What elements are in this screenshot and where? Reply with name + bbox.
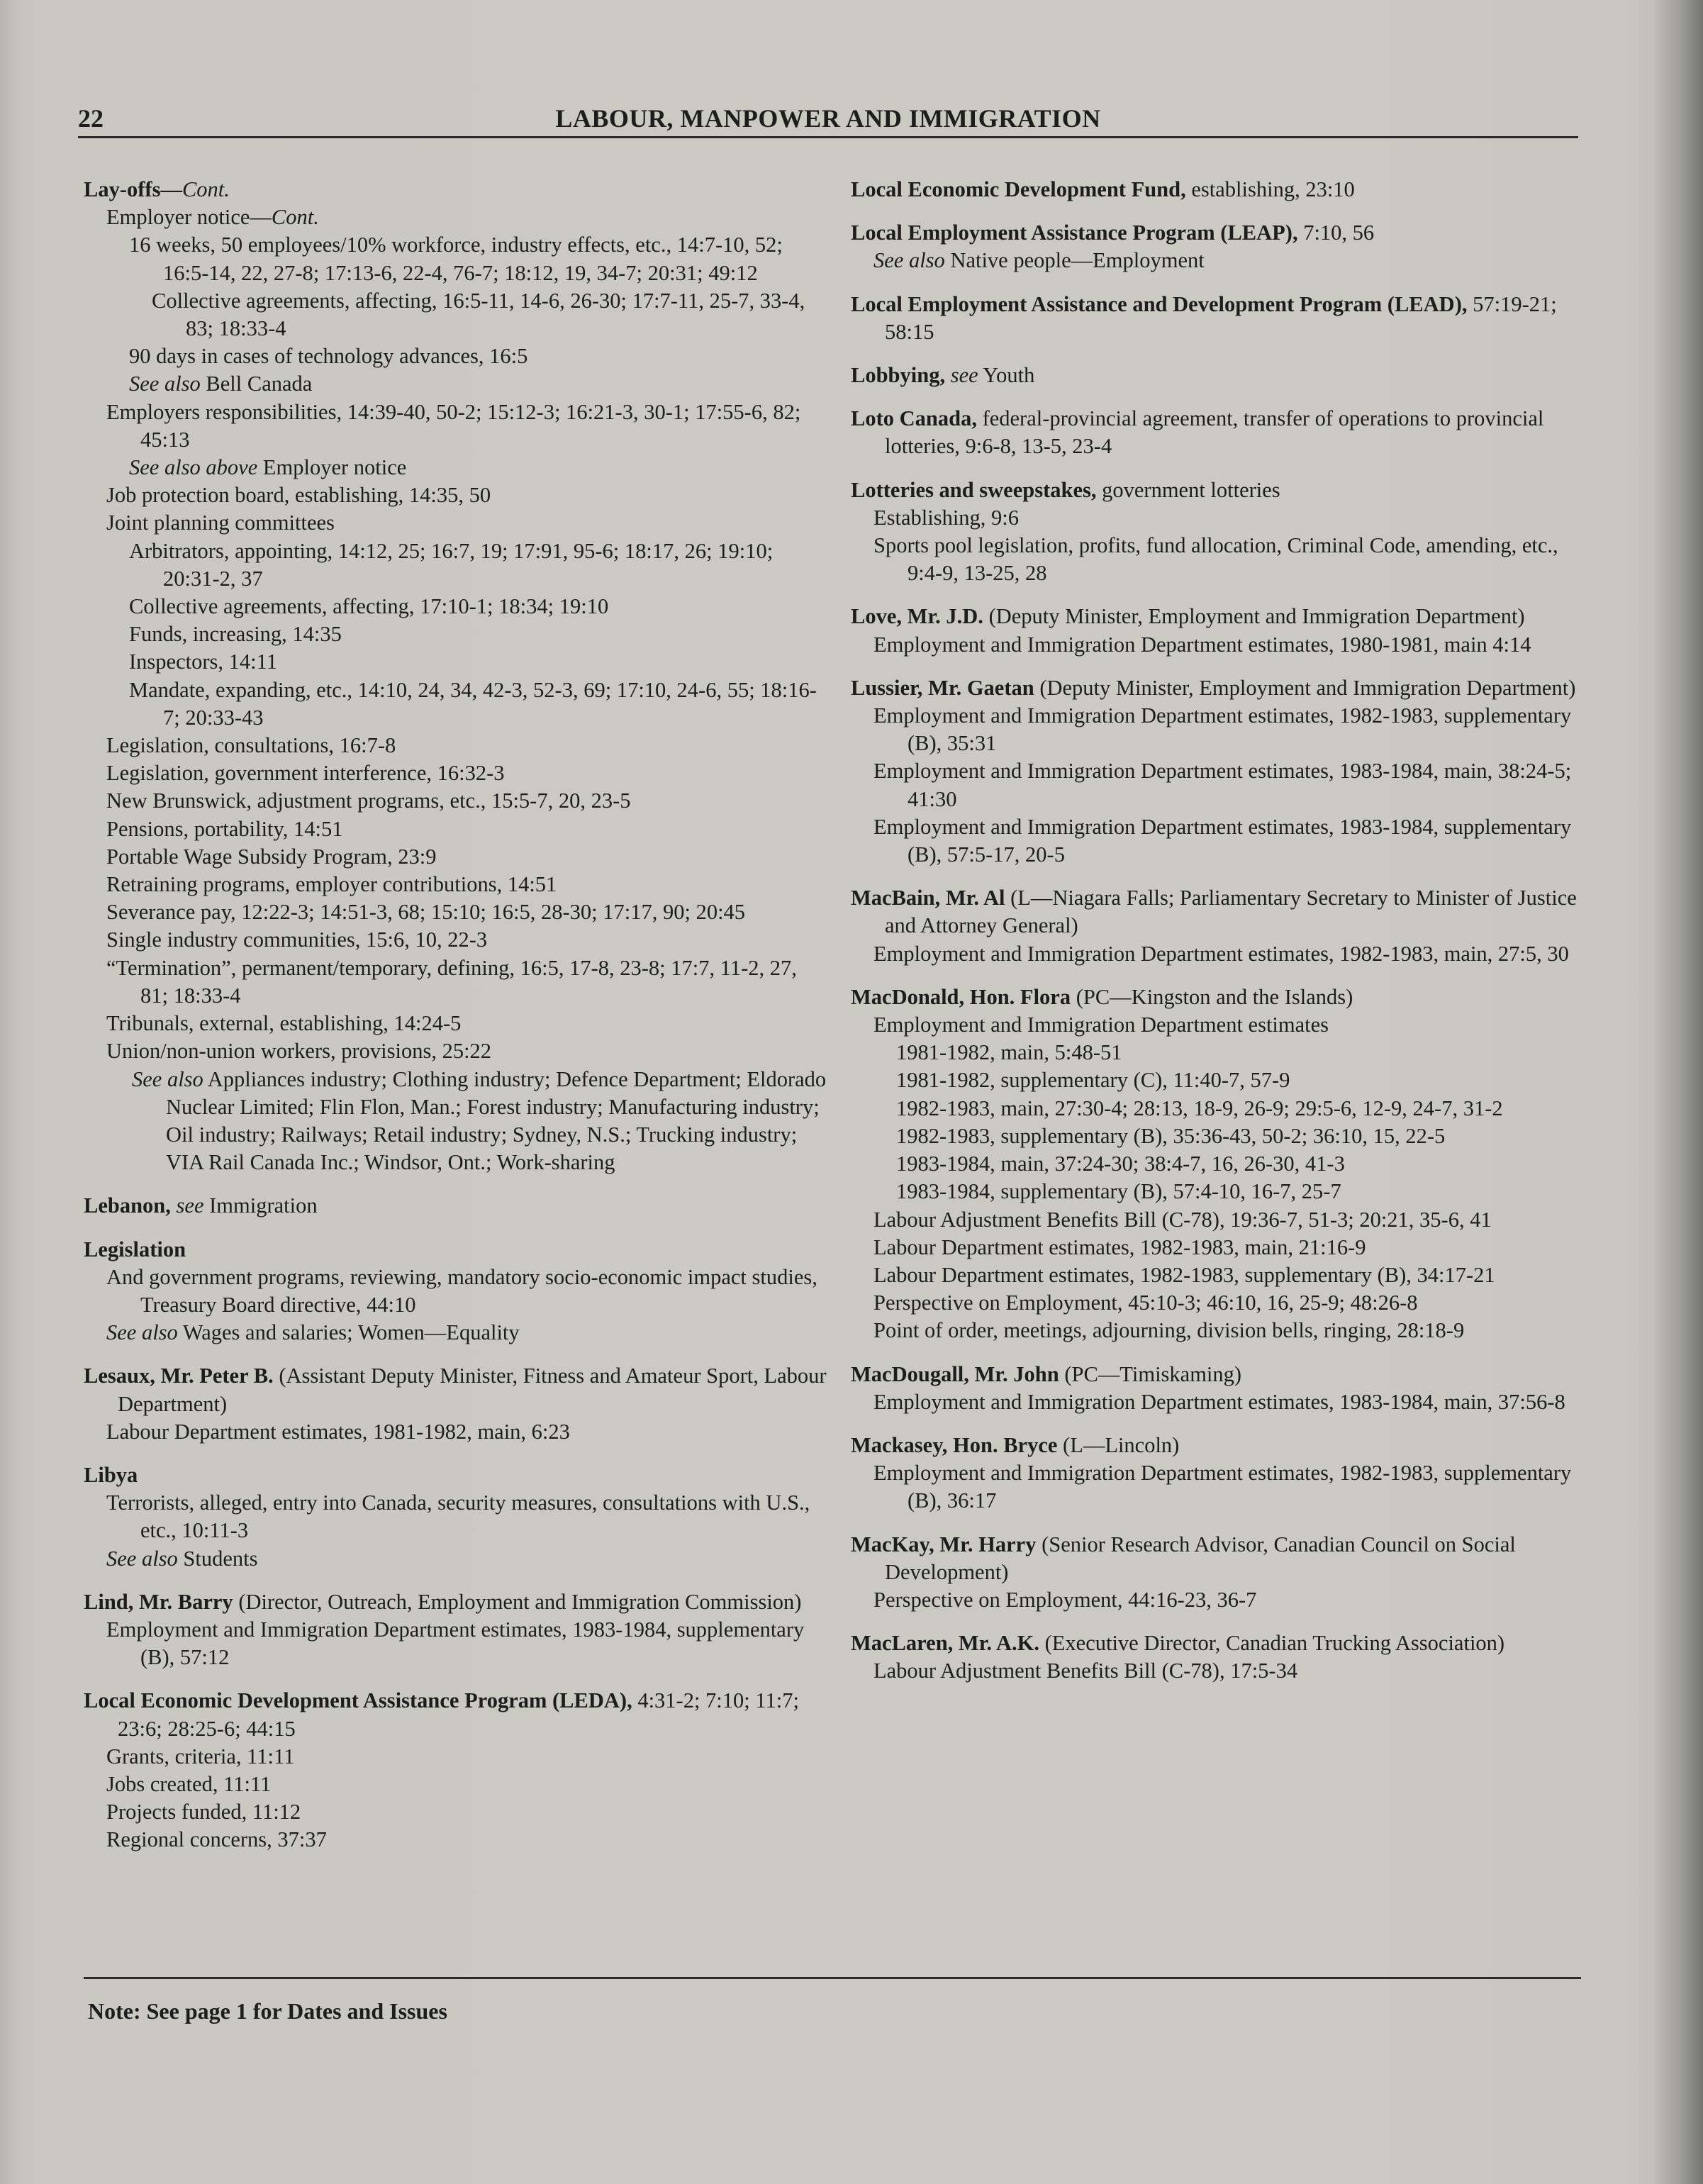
entry-heading: Lind, Mr. Barry — [84, 1589, 233, 1614]
index-entry-lussier — [851, 674, 1592, 869]
subentry: Employment and Immigration Department estimates — [873, 1013, 1329, 1037]
subentry: Inspectors, 14:11 — [129, 650, 277, 674]
subentry: Labour Adjustment Benefits Bill (C-78), 17:5-34 — [873, 1659, 1298, 1683]
running-title: LABOUR, MANPOWER AND IMMIGRATION — [555, 104, 1101, 133]
entry-references: 7:10, 56 — [1303, 221, 1375, 245]
entry-heading: MacBain, Mr. Al — [851, 886, 1005, 910]
subentry: 16 weeks, 50 employees/10% workforce, industry effects, etc., 14:7-10, 52; 16:5-14, 22, 27-8; 17:13-6, 22-4, 76-7; 18:12, 19, 34-7; 20:31; 49:12 — [129, 233, 783, 285]
index-entry-legislation — [84, 1236, 830, 1347]
footer-rule — [84, 1977, 1581, 1979]
entry-description: (Senior Research Advisor, Canadian Council on Social Development) — [885, 1532, 1516, 1584]
entry-description: (PC—Kingston and the Islands) — [1076, 984, 1353, 1009]
index-entry-lead — [851, 291, 1592, 346]
see-also-label: See also — [106, 1320, 178, 1345]
cross-reference: Wages and salaries; Women—Equality — [182, 1320, 520, 1345]
subentry: Grants, criteria, 11:11 — [106, 1744, 295, 1768]
see-also-label: See also — [132, 1066, 203, 1091]
index-entry-layoffs: Lay-offs—Cont. Employer notice—Cont. 16 weeks, 50 employees/10% workforce, industry effects, etc., 14:7-10, 52; 16:5-14, 22, 27-8; 17:13-6, 22-4, 76-7; 18:12, 19, 34-7; 20:31; 49:12 Collective agreements, affecting, 16:5-11, 14-6, 26-30; 17:7-11, 25-7, 33-4, 83; 18:33-4 90 days in cases of technology advances, 16:5 See also Bell Canada Employers responsibilities, 14:39-40, 50-2; 15:12-3; 16:21-3, 30-1; 17:55-6, 82; 45:13 See also above Employer notice Job protection board, establishing, 14:35, 50 Joint planning committees Arbitrators, appointing, 14:12, 25; 16:7, 19; 17:91, 95-6; 18:17, 26; 19:10; 20:31-2, 37 Collective agreements, affecting, 17:10-1; 18:34; 19:10 Funds, increasing, 14:35 Inspectors, 14:11 Mandate, expanding, etc., 14:10, 24, 34, 42-3, 52-3, 69; 17:10, 24-6, 55; 18:16-7; 20:33-43 Legislation, consultations, 16:7-8 Legislation, government interference, 16:32-3 New Brunswick, adjustment programs, etc., 15:5-7, 20, 23-5 Pensions, portability, 14:51 Portable Wage Subsidy Program, 23:9 Retraining programs, employer contributions, 14:51 Severance pay, 12:22-3; 14:51-3, 68; 15:10; 16:5, 28-30; 17:17, 90; 20:45 Single industry communities, 15:6, 10, 22-3 “Termination”, permanent/temporary, defining, 16:5, 17-8, 23-8; 17:7, 11-2, 27, 81; 18:33-4 Tribunals, external, establishing, 14:24-5 Union/non-union workers, provisions, 25:22 See also Appliances industry; Clothing industry; Defence Department; Eldorado Nuclear Limited; Flin Flon, Man.; Forest industry; Manufacturing industry; Oil industry; Railways; Retail industry; Sydney, N.S.; Trucking industry; VIA Rail Canada Inc.; Windsor, Ont.; Work-sharing — [84, 176, 830, 1176]
cross-reference: Students — [183, 1546, 258, 1571]
subentry: Projects funded, 11:12 — [106, 1800, 301, 1824]
subentry: Jobs created, 11:11 — [106, 1771, 272, 1796]
subentry: And government programs, reviewing, mandatory socio-economic impact studies, Treasury Board directive, 44:10 — [106, 1264, 817, 1317]
subentry: Job protection board, establishing, 14:35, 50 — [106, 483, 491, 508]
subentry: 1982-1983, main, 27:30-4; 28:13, 18-9, 26-9; 29:5-6, 12-9, 24-7, 31-2 — [896, 1096, 1503, 1120]
entry-heading: MacDonald, Hon. Flora — [851, 984, 1071, 1009]
entry-heading: MacLaren, Mr. A.K. — [851, 1631, 1039, 1656]
subentry: Employment and Immigration Department estimates, 1983-1984, supplementary (B), 57:5-17, 20-5 — [873, 814, 1572, 867]
index-entry-macdonald — [851, 984, 1592, 1345]
page-number: 22 — [78, 104, 104, 133]
subentry: Employer notice — [106, 205, 250, 230]
see-also-label: See also — [106, 1546, 178, 1571]
subentry: Joint planning committees — [106, 511, 335, 535]
entry-description: (Deputy Minister, Employment and Immigration Department) — [1039, 675, 1576, 700]
cross-reference: Employer notice — [262, 455, 407, 480]
entry-heading: Legislation — [84, 1237, 186, 1261]
entry-heading: Lobbying, — [851, 363, 946, 388]
subentry: Legislation, consultations, 16:7-8 — [106, 733, 396, 758]
subentry: Establishing, 9:6 — [873, 505, 1020, 530]
subentry: Employers responsibilities, 14:39-40, 50-2; 15:12-3; 16:21-3, 30-1; 17:55-6, 82; 45:13 — [106, 399, 801, 452]
entry-heading: Local Economic Development Fund, — [851, 177, 1186, 201]
subentry: Labour Department estimates, 1981-1982, main, 6:23 — [106, 1419, 570, 1444]
index-entry-lebanon: Lebanon, see Immigration — [84, 1193, 318, 1218]
cross-reference: Youth — [983, 363, 1035, 388]
see-also-label: See also — [129, 372, 201, 396]
subentry: Legislation, government interference, 16:32-3 — [106, 761, 505, 786]
subentry: Employment and Immigration Department estimates, 1982-1983, main, 27:5, 30 — [873, 941, 1569, 966]
entry-description: (L—Lincoln) — [1063, 1432, 1180, 1457]
index-entry-love — [851, 603, 1592, 658]
subentry: Employment and Immigration Department estimates, 1982-1983, supplementary (B), 36:17 — [873, 1461, 1572, 1513]
entry-description: (PC—Timiskaming) — [1064, 1361, 1242, 1386]
subentry: Tribunals, external, establishing, 14:24-5 — [106, 1011, 462, 1036]
entry-description: (L—Niagara Falls; Parliamentary Secretary to Minister of Justice and Attorney General) — [885, 886, 1577, 938]
subentry: 1983-1984, supplementary (B), 57:4-10, 16-7, 25-7 — [896, 1179, 1341, 1204]
subentry: Funds, increasing, 14:35 — [129, 622, 342, 647]
subentry: Employment and Immigration Department estimates, 1983-1984, supplementary (B), 57:12 — [106, 1617, 805, 1670]
index-entry-leda — [84, 1687, 830, 1854]
subentry: Mandate, expanding, etc., 14:10, 24, 34, 42-3, 52-3, 69; 17:10, 24-6, 55; 18:16-7; 20:33-43 — [129, 677, 817, 730]
cross-reference: Native people—Employment — [950, 248, 1205, 273]
index-entry-maclaren — [851, 1629, 1592, 1685]
entry-heading: Lebanon, — [84, 1193, 171, 1218]
cross-reference: Appliances industry; Clothing industry; Defence Department; Eldorado Nuclear Limited; Flin Flon, Man.; Forest industry; Manufacturing industry; Oil industry; Railways; Retail industry; Sydney, N.S.; Trucking industry; VIA Rail Canada Inc.; Windsor, Ont.; Work-sharing — [166, 1066, 827, 1175]
subentry: Severance pay, 12:22-3; 14:51-3, 68; 15:10; 16:5, 28-30; 17:17, 90; 20:45 — [106, 900, 746, 925]
subentry: 1981-1982, main, 5:48-51 — [896, 1040, 1122, 1065]
subentry: Retraining programs, employer contributions, 14:51 — [106, 872, 557, 897]
index-entry-lesaux — [84, 1362, 830, 1446]
subentry: Regional concerns, 37:37 — [106, 1827, 327, 1852]
index-entry-ledf: Local Economic Development Fund, establishing, 23:10 — [851, 177, 1355, 201]
subentry: Terrorists, alleged, entry into Canada, security measures, consultations with U.S., etc., 10:11-3 — [106, 1491, 810, 1543]
subentry: Labour Department estimates, 1982-1983, main, 21:16-9 — [873, 1235, 1366, 1259]
subentry: Point of order, meetings, adjourning, division bells, ringing, 28:18-9 — [873, 1318, 1465, 1343]
entry-heading: MacDougall, Mr. John — [851, 1361, 1059, 1386]
entry-heading: Local Economic Development Assistance Program (LEDA), — [84, 1688, 632, 1713]
subentry: Collective agreements, affecting, 17:10-1; 18:34; 19:10 — [129, 594, 609, 619]
right-column — [851, 176, 1592, 1701]
footer-note: Note: See page 1 for Dates and Issues — [88, 1998, 447, 2024]
subentry: Pensions, portability, 14:51 — [106, 816, 343, 841]
entry-heading: Local Employment Assistance and Development Program (LEAD), — [851, 291, 1468, 316]
subentry: Arbitrators, appointing, 14:12, 25; 16:7, 19; 17:91, 95-6; 18:17, 26; 19:10; 20:31-2, 37 — [129, 538, 774, 591]
see-also-label: See also — [873, 248, 945, 273]
subentry: Employment and Immigration Department estimates, 1983-1984, main, 37:56-8 — [873, 1389, 1565, 1414]
entry-description: (Assistant Deputy Minister, Fitness and Amateur Sport, Labour Department) — [118, 1364, 827, 1416]
entry-heading: Libya — [84, 1462, 138, 1487]
subentry: 90 days in cases of technology advances, 16:5 — [129, 344, 528, 369]
subentry: Sports pool legislation, profits, fund allocation, Criminal Code, amending, etc., 9:4-9, 13-25, 28 — [873, 533, 1558, 586]
subentry: Collective agreements, affecting, 16:5-11, 14-6, 26-30; 17:7-11, 25-7, 33-4, 83; 18:33-4 — [152, 288, 805, 341]
cross-reference: Immigration — [209, 1193, 318, 1218]
subentry: Employment and Immigration Department estimates, 1980-1981, main 4:14 — [873, 632, 1531, 657]
page-header — [78, 99, 1578, 138]
subentry: Labour Adjustment Benefits Bill (C-78), 19:36-7, 51-3; 20:21, 35-6, 41 — [873, 1207, 1492, 1232]
entry-heading: Lussier, Mr. Gaetan — [851, 675, 1034, 700]
entry-heading: MacKay, Mr. Harry — [851, 1532, 1037, 1556]
index-entry-leap — [851, 219, 1592, 274]
index-entry-lotteries: Lotteries and sweepstakes, government lotteries Establishing, 9:6 Sports pool legislation, profits, fund allocation, Criminal Code, amending, etc., 9:4-9, 13-25, 28 — [851, 477, 1592, 588]
entry-heading: Local Employment Assistance Program (LEAP), — [851, 221, 1298, 245]
index-entry-mackay — [851, 1531, 1592, 1615]
subentry: Employment and Immigration Department estimates, 1983-1984, main, 38:24-5; 41:30 — [873, 759, 1572, 811]
index-entry-macdougall — [851, 1361, 1592, 1416]
entry-references: 57:19-21; 58:15 — [885, 291, 1557, 344]
entry-heading: Lesaux, Mr. Peter B. — [84, 1364, 274, 1388]
entry-heading: Lay-offs — [84, 177, 161, 201]
subentry: 1981-1982, supplementary (C), 11:40-7, 57-9 — [896, 1068, 1290, 1093]
subentry: 1983-1984, main, 37:24-30; 38:4-7, 16, 26-30, 41-3 — [896, 1152, 1345, 1176]
binding-shadow — [1653, 0, 1703, 2184]
entry-heading: Love, Mr. J.D. — [851, 604, 983, 629]
subentry: Perspective on Employment, 45:10-3; 46:10, 16, 25-9; 48:26-8 — [873, 1291, 1418, 1315]
subentry: Employment and Immigration Department estimates, 1982-1983, supplementary (B), 35:31 — [873, 703, 1572, 756]
subentry: Portable Wage Subsidy Program, 23:9 — [106, 844, 437, 869]
subentry: Union/non-union workers, provisions, 25:22 — [106, 1039, 492, 1064]
entry-description: (Director, Outreach, Employment and Immigration Commission) — [238, 1589, 802, 1614]
entry-description: (Deputy Minister, Employment and Immigration Department) — [988, 604, 1525, 629]
index-entry-macbain — [851, 884, 1592, 968]
subentry: 1982-1983, supplementary (B), 35:36-43, 50-2; 36:10, 15, 22-5 — [896, 1123, 1446, 1148]
index-entry-mackasey — [851, 1432, 1592, 1515]
subentry: New Brunswick, adjustment programs, etc., 15:5-7, 20, 23-5 — [106, 789, 631, 813]
subentry: Labour Department estimates, 1982-1983, supplementary (B), 34:17-21 — [873, 1262, 1495, 1287]
left-column — [84, 176, 830, 1870]
index-entry-lobbying: Lobbying, see Youth — [851, 363, 1035, 388]
subentry: Single industry communities, 15:6, 10, 22-3 — [106, 927, 488, 952]
entry-description: (Executive Director, Canadian Trucking Association) — [1044, 1631, 1505, 1656]
index-entry-loto-canada: Loto Canada, federal-provincial agreement, transfer of operations to provincial lotteries, 9:6-8, 13-5, 23-4 — [851, 406, 1544, 459]
subentry: “Termination”, permanent/temporary, defining, 16:5, 17-8, 23-8; 17:7, 11-2, 27, 81; 18:33-4 — [106, 955, 797, 1008]
entry-heading: Loto Canada, — [851, 406, 977, 431]
see-also-label: See also above — [129, 455, 258, 480]
entry-heading: Mackasey, Hon. Bryce — [851, 1432, 1058, 1457]
index-entry-libya — [84, 1461, 830, 1573]
entry-heading: Lotteries and sweepstakes, — [851, 477, 1097, 502]
index-entry-lind — [84, 1588, 830, 1672]
cross-reference: Bell Canada — [206, 372, 313, 396]
subentry: Perspective on Employment, 44:16-23, 36-7 — [873, 1587, 1257, 1612]
entry-references: 4:31-2; 7:10; 11:7; 23:6; 28:25-6; 44:15 — [118, 1688, 799, 1741]
